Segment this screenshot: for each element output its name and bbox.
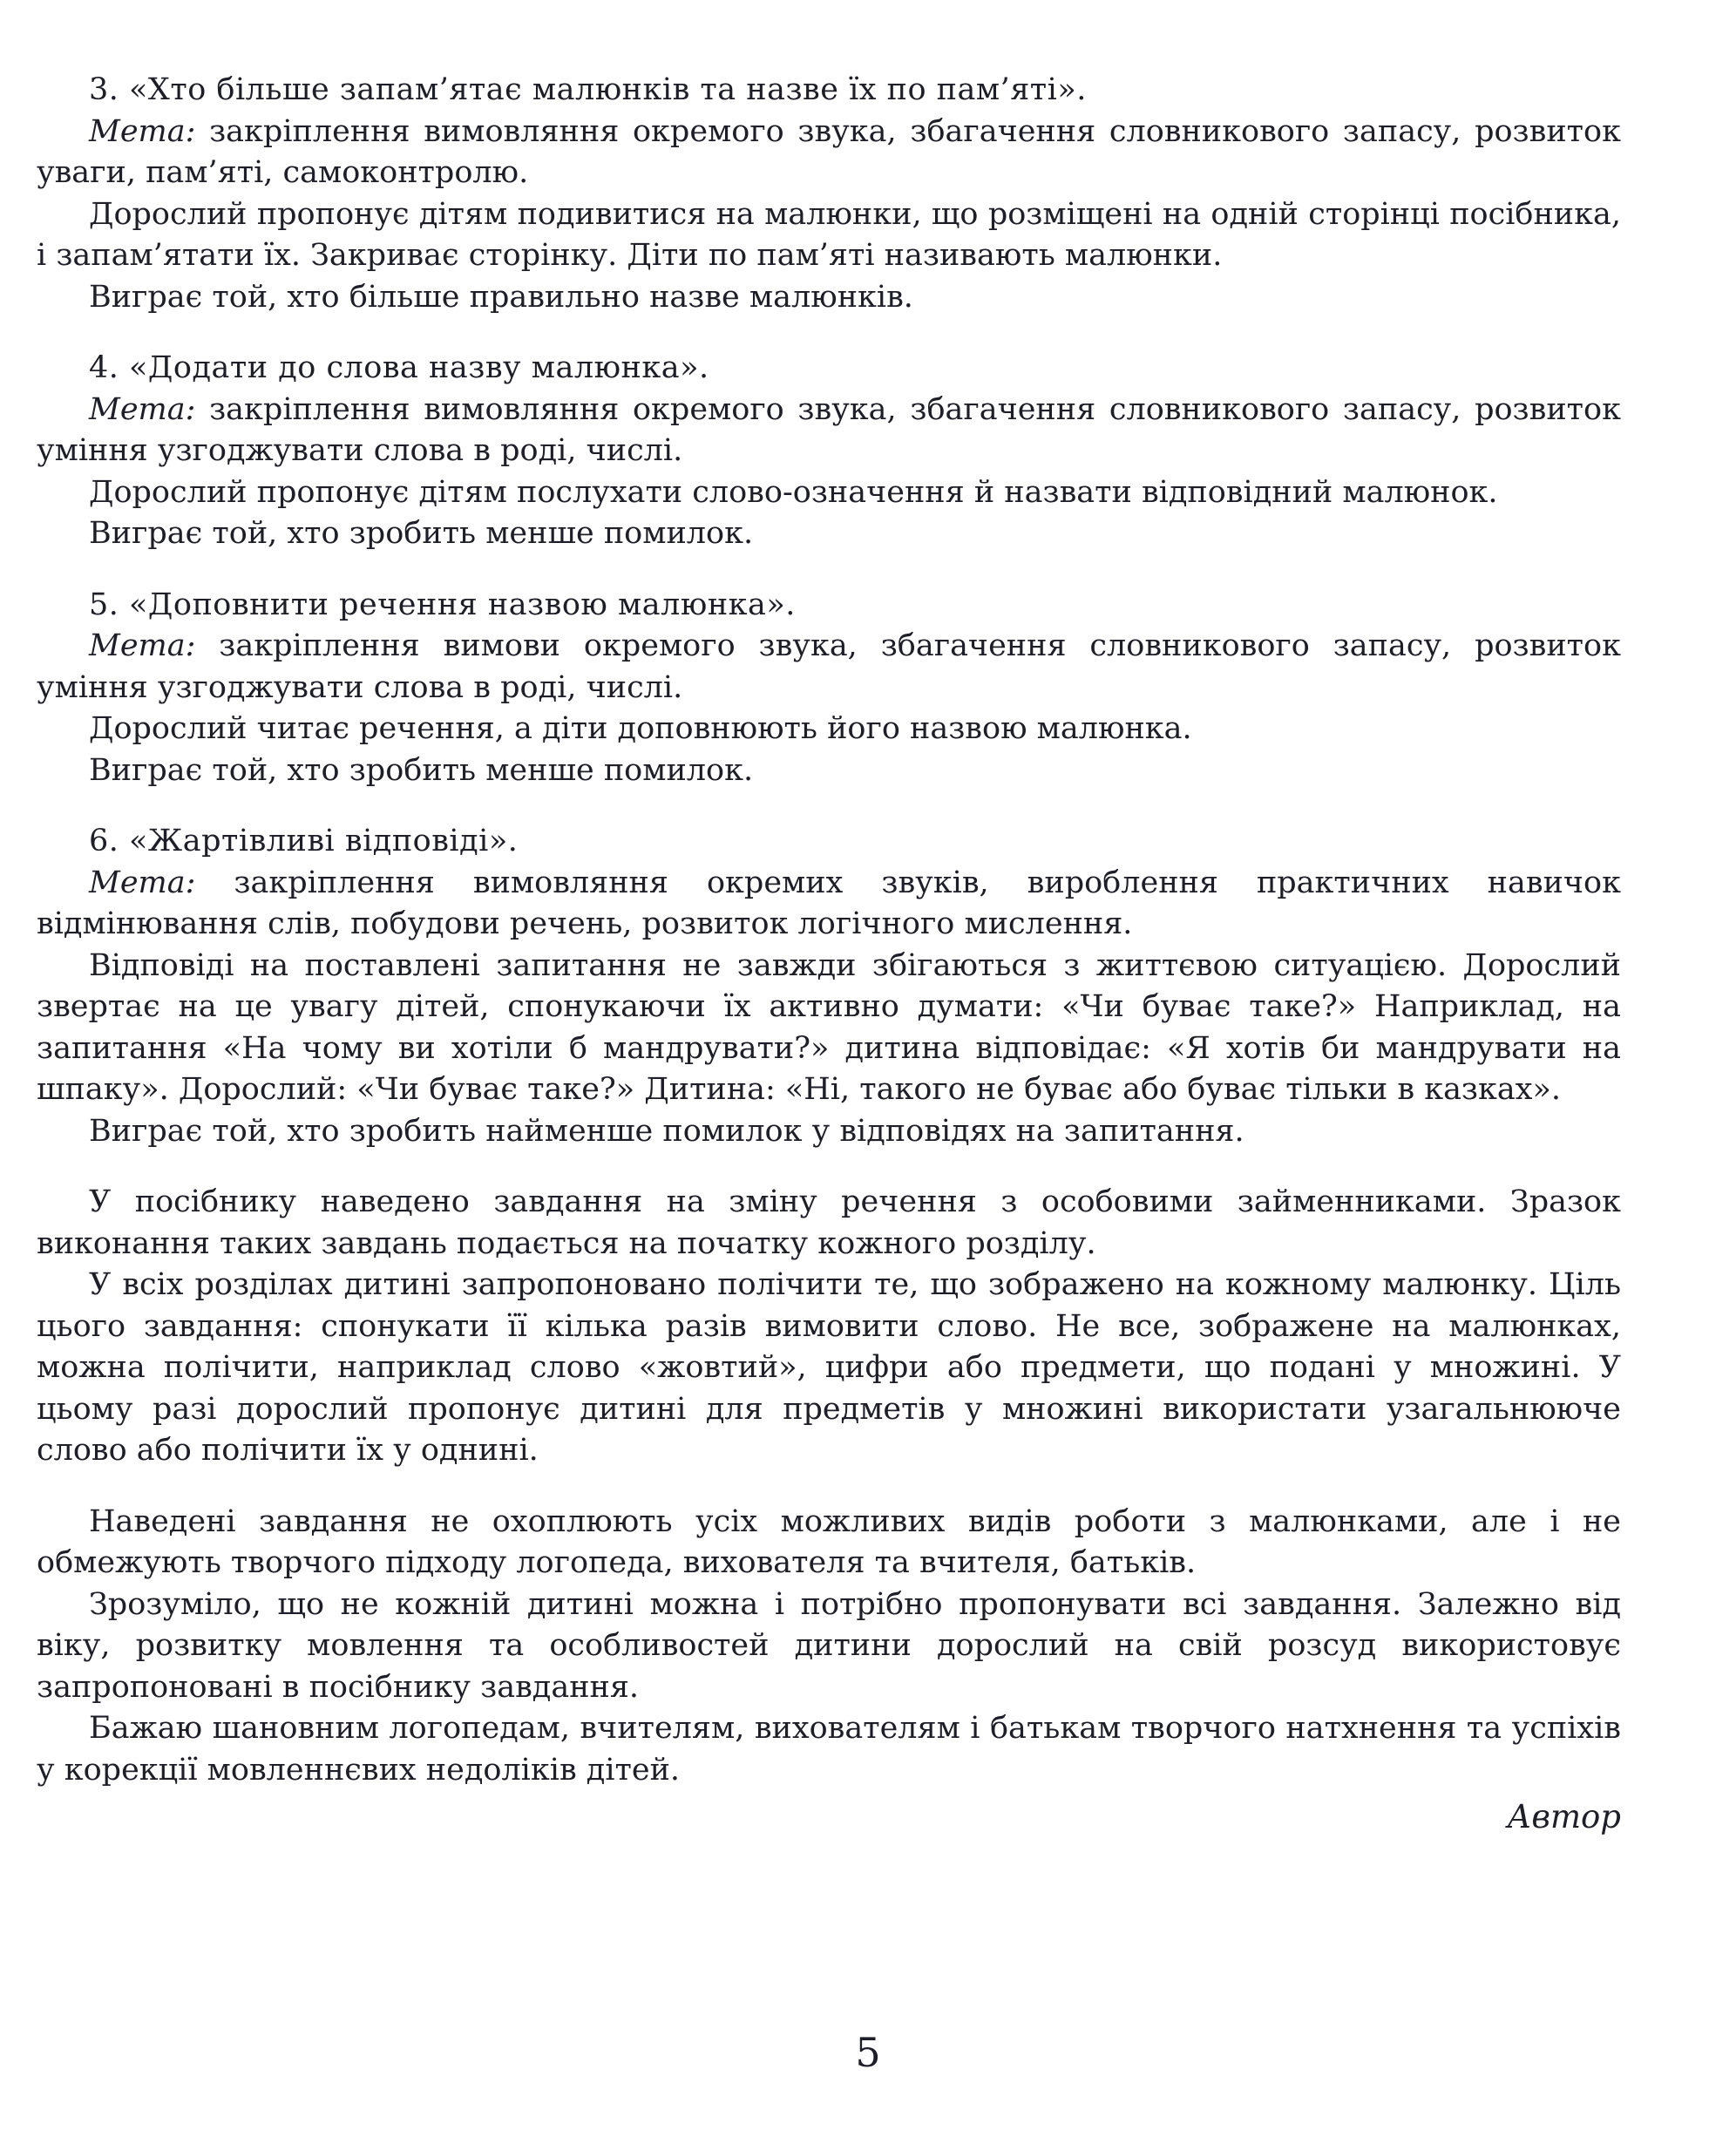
body-paragraph: Наведені завдання не охоплюють усіх можливих видів роботи з малюнками, але і не обмежують творчого підходу логопеда, вихователя та вчителя, батьків.	[37, 1503, 1621, 1580]
game-section-3	[37, 70, 1621, 318]
game-section-5	[37, 585, 1621, 792]
goal-text: закріплення вимовляння окремих звуків, вироблення практичних навичок відмінювання слів, побудови речень, розвиток логічного мислення.	[37, 865, 1621, 941]
section-title: 3. «Хто більше запам’ятає малюнків та назве їх по пам’яті».	[89, 72, 1087, 107]
document-page	[37, 70, 1621, 1838]
body-paragraph: У посібнику наведено завдання на зміну речення з особовими займенниками. Зразок виконання таких завдань подається на початку кожного розділу.	[37, 1184, 1621, 1261]
section-paragraph: Виграє той, хто зробить найменше помилок у відповідях на запитання.	[89, 1113, 1244, 1149]
goal-text: закріплення вимовляння окремого звука, збагачення словникового запасу, розвиток уваги, пам’яті, самоконтролю.	[37, 113, 1621, 190]
section-title: 5. «Доповнити речення назвою малюнка».	[89, 587, 796, 622]
section-paragraph: Дорослий пропонує дітям подивитися на малюнки, що розміщені на одній сторінці посібника, і запам’ятати їх. Закриває сторінку. Діти по пам’яті називають малюнки.	[37, 196, 1621, 273]
section-goal	[37, 863, 1621, 946]
section-paragraph: Виграє той, хто зробить менше помилок.	[89, 516, 754, 551]
section-goal	[37, 626, 1621, 709]
game-section-6	[37, 821, 1621, 1152]
section-goal	[37, 112, 1621, 194]
notes-group-1	[37, 1182, 1621, 1472]
notes-group-2	[37, 1502, 1621, 1838]
author-signature: Автор	[1507, 1798, 1621, 1835]
page-number: 5	[855, 2029, 881, 2076]
body-paragraph: Бажаю шановним логопедам, вчителям, вихователям і батькам творчого натхнення та успіхів у корекції мовленнєвих недоліків дітей.	[37, 1711, 1621, 1788]
goal-label: Мета:	[89, 113, 196, 149]
section-goal	[37, 390, 1621, 472]
body-paragraph: У всіх розділах дитині запропоновано полічити те, що зображено на кожному малюнку. Ціль цього завдання: спонукати її кілька разів вимовити слово. Не все, зображене на малюнках, можна полічити, наприклад слово «жовтий», цифри або предмети, що подані у множині. У цьому разі дорослий пропонує дитині для предметів у множині використати узагальнююче слово або полічити їх у однині.	[37, 1267, 1621, 1468]
section-paragraph: Відповіді на поставлені запитання не завжди збігаються з життєвою ситуацією. Дорослий звертає на це увагу дітей, спонукаючи їх активно думати: «Чи буває таке?» Наприклад, на запитання «На чому ви хотіли б мандрувати?» дитина відповідає: «Я хотів би мандрувати на шпаку». Дорослий: «Чи буває таке?» Дитина: «Ні, такого не буває або буває тільки в казках».	[37, 947, 1621, 1107]
section-paragraph: Дорослий читає речення, а діти доповнюють його назвою малюнка.	[89, 711, 1192, 746]
game-section-4	[37, 348, 1621, 555]
section-paragraph: Виграє той, хто більше правильно назве малюнків.	[89, 279, 913, 315]
body-paragraph: Зрозуміло, що не кожній дитині можна і потрібно пропонувати всі завдання. Залежно від віку, розвитку мовлення та особливостей дитини дорослий на свій розсуд використовує запропоновані в посібнику завдання.	[37, 1586, 1621, 1705]
goal-label: Мета:	[89, 865, 196, 900]
goal-label: Мета:	[89, 391, 196, 427]
section-paragraph: Виграє той, хто зробить менше помилок.	[89, 752, 754, 788]
goal-text: закріплення вимови окремого звука, збагачення словникового запасу, розвиток уміння узгоджувати слова в роді, числі.	[37, 628, 1621, 705]
section-paragraph: Дорослий пропонує дітям послухати слово-означення й назвати відповідний малюнок.	[89, 474, 1498, 510]
goal-text: закріплення вимовляння окремого звука, збагачення словникового запасу, розвиток уміння узгоджувати слова в роді, числі.	[37, 391, 1621, 468]
section-title: 4. «Додати до слова назву малюнка».	[89, 350, 709, 385]
section-title: 6. «Жартівливі відповіді».	[89, 824, 519, 858]
goal-label: Мета:	[89, 628, 196, 663]
